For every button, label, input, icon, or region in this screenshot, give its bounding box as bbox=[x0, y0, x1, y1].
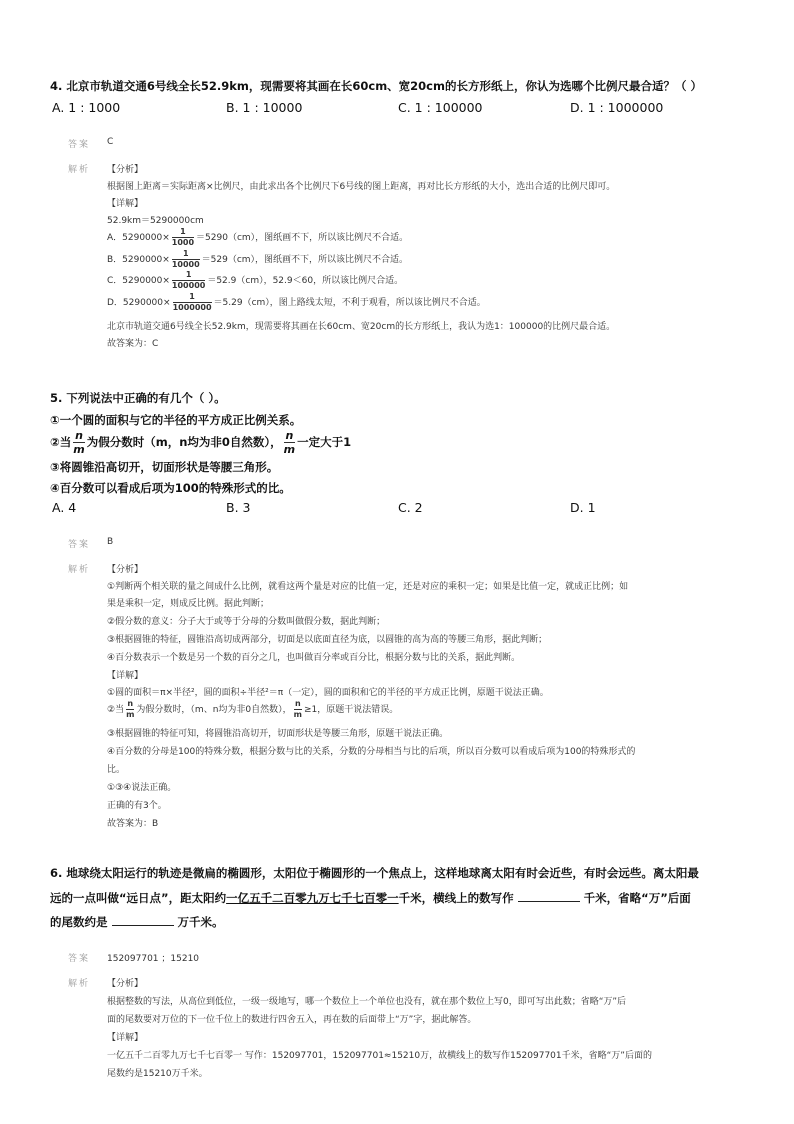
q5-option-b[interactable]: B. 3 bbox=[226, 500, 251, 515]
q5-fenxi-line: 果是乘积一定，则成反比例。据此判断； bbox=[107, 599, 270, 609]
q5-statement-4: ④百分数可以看成后项为100的特殊形式的比。 bbox=[50, 481, 291, 495]
fraction: $\frac{1}{100000}$ bbox=[171, 270, 206, 290]
q4-analysis-label: 解析 bbox=[68, 165, 91, 175]
q5-statement-1: ①一个圆的面积与它的半径的平方成正比例关系。 bbox=[50, 413, 302, 427]
fraction: $\frac{1}{10000}$ bbox=[171, 249, 200, 269]
q6-detail-2: 尾数约是15210万千米。 bbox=[107, 1069, 208, 1079]
q5-detail-1: ①圆的面积＝π×半径²，圆的面积÷半径²＝π（一定），圆的面积和它的半径的平方成正比例，原题干说法正确。 bbox=[107, 688, 549, 698]
q6-line-2: 远的一点叫做“远日点”，距太阳约一亿五千二百零九万七千七百零一千米，横线上的数写作 千米，省略“万”后面 bbox=[50, 891, 691, 905]
q5-answer-label: 答案 bbox=[68, 540, 91, 550]
q5-summary-2: 正确的有3个。 bbox=[107, 801, 167, 811]
q4-conclusion: 北京市轨道交通6号线全长52.9km，现需要将其画在长60cm、宽20cm的长方形纸上，我认为选1：100000的比例尺最合适。 bbox=[107, 322, 616, 332]
q4-final: 故答案为：C bbox=[107, 339, 159, 349]
q6-answer: 152097701 ；15210 bbox=[107, 954, 200, 964]
q4-option-c[interactable]: C. 1 : 100000 bbox=[398, 100, 483, 115]
q5-detail-2: ②当 $\frac{n}{m}$ 为假分数时，（m、n均为非0自然数）， $\frac{n}{m}$ ≥1，原题干说法错误。 bbox=[107, 699, 399, 719]
q5-detail-4-cont: 比。 bbox=[107, 765, 126, 775]
q5-statement-3: ③将圆锥沿高切开，切面形状是等腰三角形。 bbox=[50, 460, 279, 474]
fraction: $\frac{n}{m}$ bbox=[283, 429, 296, 456]
q5-detail-3: ③根据圆锥的特征可知，将圆锥沿高切开，切面形状是等腰三角形，原题干说法正确。 bbox=[107, 729, 449, 739]
q4-stem: 4. 北京市轨道交通6号线全长52.9km，现需要将其画在长60cm、宽20cm的长方形纸上，你认为选哪个比例尺最合适？（ ） bbox=[50, 79, 702, 93]
q4-option-b[interactable]: B. 1 : 10000 bbox=[226, 100, 303, 115]
q6-fenxi-title: 【分析】 bbox=[107, 979, 144, 989]
q5-fenxi-line: ③根据圆锥的特征，圆锥沿高切成两部分，切面是以底面直径为底，以圆锥的高为高的等腰三角形，据此判断； bbox=[107, 635, 548, 645]
q4-option-d[interactable]: D. 1 : 1000000 bbox=[570, 100, 664, 115]
q4-answer-label: 答案 bbox=[68, 140, 91, 150]
q4-answer: C bbox=[107, 137, 114, 147]
q6-line-3: 的尾数约是 万千米。 bbox=[50, 915, 224, 929]
q5-answer: B bbox=[107, 537, 114, 547]
fraction: $\frac{1}{1000000}$ bbox=[172, 292, 212, 312]
fraction: $\frac{n}{m}$ bbox=[126, 699, 135, 719]
fraction: $\frac{n}{m}$ bbox=[293, 699, 302, 719]
q5-fenxi-line: ④百分数表示一个数是另一个数的百分之几，也叫做百分率或百分比，根据分数与比的关系，据此判断。 bbox=[107, 653, 521, 663]
q5-summary-1: ①③④说法正确。 bbox=[107, 783, 177, 793]
q6-fenxi-line: 面的尾数要对万位的下一位千位上的数进行四舍五入，再在数的后面带上“万”字，据此解答。 bbox=[107, 1015, 477, 1025]
q4-conversion: 52.9km＝5290000cm bbox=[107, 216, 204, 226]
q5-fenxi-line: ①判断两个相关联的量之间成什么比例，就看这两个量是对应的比值一定，还是对应的乘积一定；如果是比值一定，就成正比例；如 bbox=[107, 582, 629, 592]
q4-option-a[interactable]: A. 1 : 1000 bbox=[52, 100, 121, 115]
fraction: $\frac{n}{m}$ bbox=[73, 429, 85, 456]
q4-fenxi-title: 【分析】 bbox=[107, 165, 144, 175]
q5-detail-4: ④百分数的分母是100的特殊分数，根据分数与比的关系，分数的分母相当与比的后项，所以百分数可以看成后项为100的特殊形式的 bbox=[107, 747, 636, 757]
q5-final: 故答案为：B bbox=[107, 819, 159, 829]
answer-blank-1[interactable] bbox=[518, 890, 580, 902]
q4-xiangjie-title: 【详解】 bbox=[107, 199, 144, 209]
q5-fenxi-title: 【分析】 bbox=[107, 565, 144, 575]
q5-option-d[interactable]: D. 1 bbox=[570, 500, 596, 515]
q6-fenxi-line: 根据整数的写法，从高位到低位，一级一级地写，哪一个数位上一个单位也没有，就在那个数位上写0，即可写出此数；省略“万”后 bbox=[107, 997, 627, 1007]
q5-xiangjie-title: 【详解】 bbox=[107, 671, 144, 681]
q6-analysis-label: 解析 bbox=[68, 979, 91, 989]
q5-stem: 5. 下列说法中正确的有几个（ ）。 bbox=[50, 391, 226, 405]
q6-xiangjie-title: 【详解】 bbox=[107, 1033, 144, 1043]
fraction: $\frac{1}{1000}$ bbox=[171, 227, 195, 247]
q4-item-d: D．5290000× $\frac{1}{1000000}$ ＝5.29（cm），图上路线太短，不利于观看，所以该比例尺不合适。 bbox=[107, 292, 486, 312]
q6-line-1: 6. 地球绕太阳运行的轨迹是微扁的椭圆形，太阳位于椭圆形的一个焦点上，这样地球离太阳有时会近些，有时会远些。离太阳最 bbox=[50, 866, 699, 880]
q4-item-b: B．5290000× $\frac{1}{10000}$ ＝529（cm），图纸画不下，所以该比例尺不合适。 bbox=[107, 249, 409, 269]
q5-analysis-label: 解析 bbox=[68, 565, 91, 575]
q5-statement-2: ②当 $\frac{n}{m}$ 为假分数时（m，n均为非0自然数）， $\frac{n}{m}$ 一定大于1 bbox=[50, 429, 352, 456]
q4-item-c: C．5290000× $\frac{1}{100000}$ ＝52.9（cm），52.9＜60，所以该比例尺合适。 bbox=[107, 270, 404, 290]
answer-blank-2[interactable] bbox=[112, 914, 174, 926]
q4-fenxi-text: 根据图上距离＝实际距离×比例尺，由此求出各个比例尺下6号线的图上距离，再对比长方形纸的大小，选出合适的比例尺即可。 bbox=[107, 182, 616, 192]
q6-answer-label: 答案 bbox=[68, 954, 91, 964]
q5-option-a[interactable]: A. 4 bbox=[52, 500, 77, 515]
q4-item-a: A．5290000× $\frac{1}{1000}$ ＝5290（cm），图纸画不下，所以该比例尺不合适。 bbox=[107, 227, 409, 247]
q5-option-c[interactable]: C. 2 bbox=[398, 500, 423, 515]
q5-fenxi-line: ②假分数的意义：分子大于或等于分母的分数叫做假分数，据此判断； bbox=[107, 617, 386, 627]
q6-detail-1: 一亿五千二百零九万七千七百零一 写作：152097701，152097701≈15210万，故横线上的数写作152097701千米，省略“万”后面的 bbox=[107, 1051, 652, 1061]
